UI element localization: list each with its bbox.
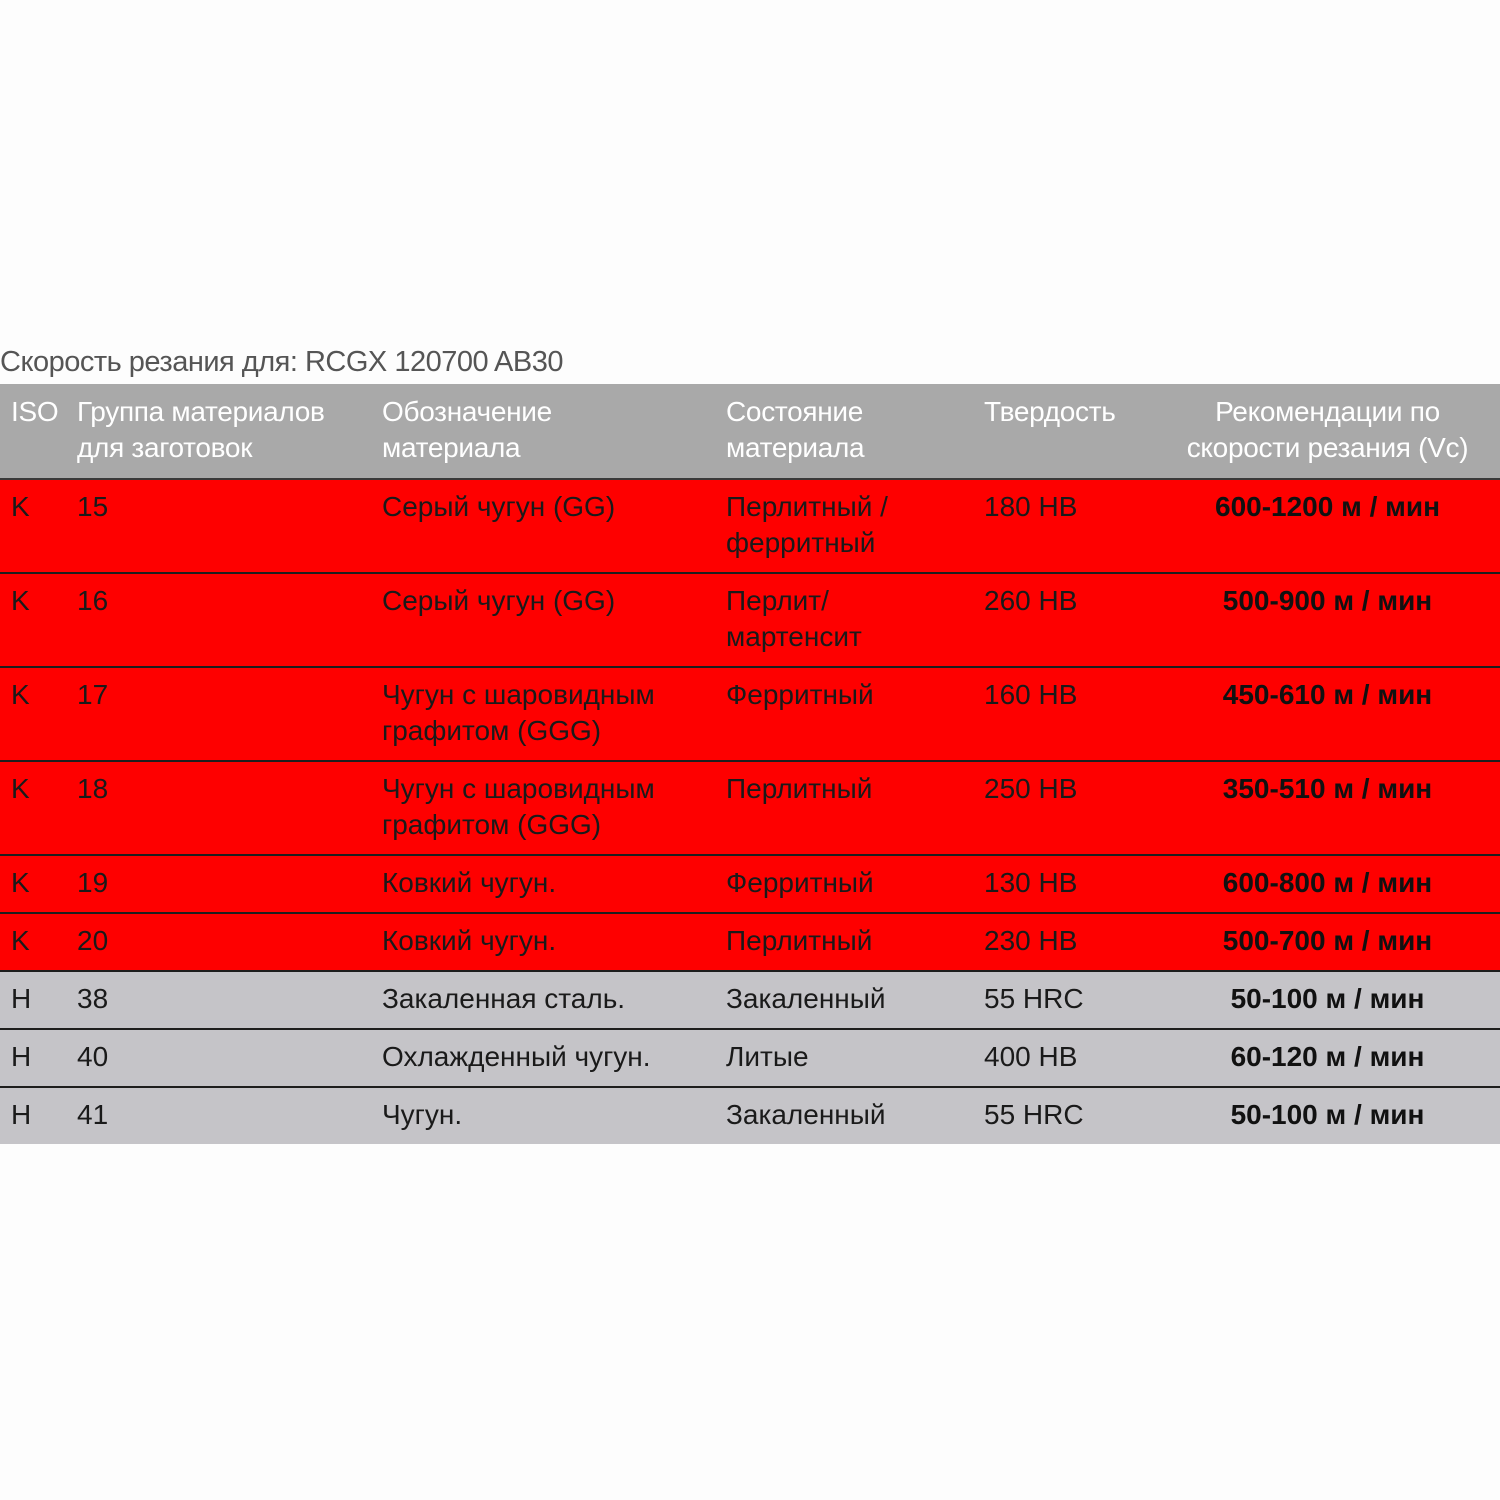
header-speed-line1: Рекомендации по (1215, 396, 1440, 427)
table-row (0, 855, 1500, 913)
cell-state (715, 479, 973, 573)
header-material (371, 384, 715, 479)
cell-speed: 600-1200 м / мин (1155, 479, 1500, 573)
cell-material-line1: Чугун с шаровидным (382, 679, 655, 710)
cutting-speed-table (0, 384, 1500, 1144)
cell-material-line1: Чугун с шаровидным (382, 773, 655, 804)
cell-material-line1: Серый чугун (GG) (382, 491, 616, 522)
cell-material (371, 667, 715, 761)
cell-iso: H (0, 1029, 66, 1087)
cell-hardness: 260 HB (973, 573, 1155, 667)
cell-speed: 500-700 м / мин (1155, 913, 1500, 971)
cell-iso: K (0, 479, 66, 573)
cell-iso: K (0, 761, 66, 855)
cell-speed: 500-900 м / мин (1155, 573, 1500, 667)
table-row (0, 761, 1500, 855)
cell-group: 16 (66, 573, 371, 667)
cell-state: Закаленный (715, 1087, 973, 1144)
cell-group: 40 (66, 1029, 371, 1087)
header-hardness-label: Твердость (984, 396, 1116, 427)
cell-state-line1: Ферритный (726, 679, 874, 710)
header-material-line2: материала (382, 432, 521, 463)
cell-group: 15 (66, 479, 371, 573)
header-row (0, 384, 1500, 479)
cell-hardness: 160 HB (973, 667, 1155, 761)
header-state-line2: материала (726, 432, 865, 463)
cell-state-line2: ферритный (726, 527, 876, 558)
cell-hardness: 55 HRC (973, 971, 1155, 1029)
cell-hardness: 400 HB (973, 1029, 1155, 1087)
cell-iso: K (0, 573, 66, 667)
cell-material-line2: графитом (GGG) (382, 715, 602, 746)
cell-iso: K (0, 667, 66, 761)
cell-state-line2: мартенсит (726, 621, 862, 652)
cell-iso: K (0, 855, 66, 913)
header-state (715, 384, 973, 479)
cell-material-line1: Серый чугун (GG) (382, 585, 616, 616)
cell-material-line2: графитом (GGG) (382, 809, 602, 840)
cell-state: Закаленный (715, 971, 973, 1029)
cell-group: 19 (66, 855, 371, 913)
cell-state: Перлитный (715, 913, 973, 971)
cell-group: 17 (66, 667, 371, 761)
cell-material: Закаленная сталь. (371, 971, 715, 1029)
cell-group: 18 (66, 761, 371, 855)
cell-material: Чугун. (371, 1087, 715, 1144)
header-state-line1: Состояние (726, 396, 864, 427)
table-row (0, 1029, 1500, 1087)
cell-state-line1: Перлит/ (726, 585, 829, 616)
cell-group: 38 (66, 971, 371, 1029)
table-row (0, 667, 1500, 761)
header-group (66, 384, 371, 479)
cell-hardness: 250 HB (973, 761, 1155, 855)
cell-material: Ковкий чугун. (371, 913, 715, 971)
cell-material (371, 479, 715, 573)
cell-hardness: 55 HRC (973, 1087, 1155, 1144)
cell-state-line1: Перлитный (726, 773, 873, 804)
cell-material: Ковкий чугун. (371, 855, 715, 913)
page-title: Скорость резания для: RCGX 120700 AB30 (0, 346, 563, 378)
cell-state (715, 667, 973, 761)
cell-speed: 60-120 м / мин (1155, 1029, 1500, 1087)
cell-state (715, 761, 973, 855)
header-speed-line2: скорости резания (Vc) (1186, 432, 1469, 463)
cell-group: 41 (66, 1087, 371, 1144)
cell-material: Охлажденный чугун. (371, 1029, 715, 1087)
cell-hardness: 230 HB (973, 913, 1155, 971)
table-row (0, 913, 1500, 971)
table-row (0, 1087, 1500, 1144)
header-group-line1: Группа материалов (77, 396, 325, 427)
cell-state: Литые (715, 1029, 973, 1087)
table-header (0, 384, 1500, 479)
table-row (0, 573, 1500, 667)
cell-speed: 50-100 м / мин (1155, 1087, 1500, 1144)
cell-speed: 350-510 м / мин (1155, 761, 1500, 855)
cell-group: 20 (66, 913, 371, 971)
cell-iso: H (0, 1087, 66, 1144)
cell-hardness: 180 HB (973, 479, 1155, 573)
cell-material (371, 761, 715, 855)
table-row (0, 479, 1500, 573)
header-iso (0, 384, 66, 479)
header-iso-label: ISO (11, 396, 59, 427)
cell-iso: H (0, 971, 66, 1029)
header-speed (1155, 384, 1500, 479)
cell-material (371, 573, 715, 667)
header-material-line1: Обозначение (382, 396, 552, 427)
cell-speed: 450-610 м / мин (1155, 667, 1500, 761)
table-row (0, 971, 1500, 1029)
cell-speed: 600-800 м / мин (1155, 855, 1500, 913)
cell-state: Ферритный (715, 855, 973, 913)
table-body (0, 479, 1500, 1144)
cell-speed: 50-100 м / мин (1155, 971, 1500, 1029)
header-group-line2: для заготовок (77, 432, 253, 463)
cell-state (715, 573, 973, 667)
header-hardness (973, 384, 1155, 479)
cell-iso: K (0, 913, 66, 971)
cell-hardness: 130 HB (973, 855, 1155, 913)
cell-state-line1: Перлитный / (726, 491, 888, 522)
